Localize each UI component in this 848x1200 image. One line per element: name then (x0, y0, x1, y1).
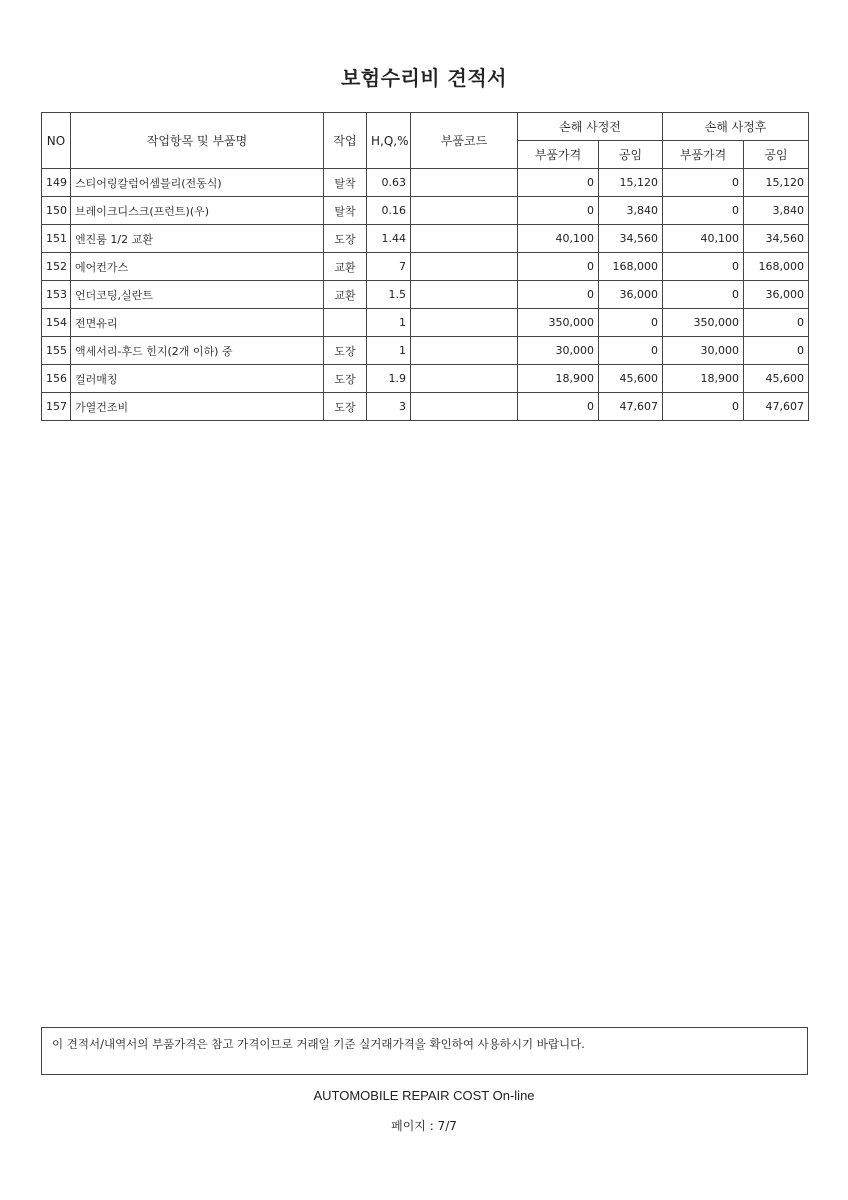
cell-after-parts-price: 18,900 (663, 365, 744, 393)
cell-after-parts-price: 0 (663, 197, 744, 225)
header-no: NO (42, 113, 71, 169)
cell-before-parts-price: 0 (518, 169, 599, 197)
cell-before-labor: 0 (599, 309, 663, 337)
cell-part-code (411, 225, 518, 253)
cell-hq: 1.9 (367, 365, 411, 393)
cell-part-code (411, 337, 518, 365)
notice-box (41, 1027, 808, 1075)
cell-before-labor: 47,607 (599, 393, 663, 421)
estimate-table (41, 112, 809, 421)
header-after-adjustment: 손해 사정후 (663, 113, 809, 141)
cell-after-labor: 0 (744, 309, 809, 337)
cell-work: 교환 (324, 281, 367, 309)
table-row (42, 309, 809, 337)
cell-work: 도장 (324, 225, 367, 253)
header-part-code: 부품코드 (411, 113, 518, 169)
cell-part-code (411, 309, 518, 337)
row-number: 151 (46, 232, 67, 245)
row-number: 157 (46, 400, 67, 413)
cell-no (42, 309, 71, 337)
header-before-parts-price: 부품가격 (518, 141, 599, 169)
cell-hq: 1 (367, 309, 411, 337)
header-item: 작업항목 및 부품명 (71, 113, 324, 169)
cell-after-parts-price: 350,000 (663, 309, 744, 337)
row-number: 154 (46, 316, 67, 329)
cell-hq: 0.16 (367, 197, 411, 225)
cell-part-code (411, 281, 518, 309)
header-before-labor: 공임 (599, 141, 663, 169)
cell-hq: 3 (367, 393, 411, 421)
cell-no (42, 197, 71, 225)
cell-item-name: 액세서리-후드 힌지(2개 이하) 중 (71, 337, 324, 365)
cell-before-parts-price: 30,000 (518, 337, 599, 365)
cell-after-labor: 15,120 (744, 169, 809, 197)
header-hq: H,Q,% (367, 113, 411, 169)
cell-part-code (411, 169, 518, 197)
cell-part-code (411, 253, 518, 281)
cell-no (42, 253, 71, 281)
cell-before-parts-price: 350,000 (518, 309, 599, 337)
cell-after-parts-price: 0 (663, 281, 744, 309)
row-number: 155 (46, 344, 67, 357)
cell-work: 교환 (324, 253, 367, 281)
cell-item-name: 컬러매칭 (71, 365, 324, 393)
cell-after-parts-price: 40,100 (663, 225, 744, 253)
cell-hq: 1.44 (367, 225, 411, 253)
cell-before-parts-price: 0 (518, 253, 599, 281)
cell-no (42, 337, 71, 365)
cell-before-parts-price: 0 (518, 281, 599, 309)
table-row (42, 365, 809, 393)
row-number: 152 (46, 260, 67, 273)
cell-after-parts-price: 0 (663, 253, 744, 281)
table-row (42, 197, 809, 225)
cell-before-labor: 45,600 (599, 365, 663, 393)
table-row (42, 393, 809, 421)
cell-work (324, 309, 367, 337)
footer-brand: AUTOMOBILE REPAIR COST On-line (313, 1088, 535, 1103)
cell-before-parts-price: 18,900 (518, 365, 599, 393)
cell-work: 탈착 (324, 197, 367, 225)
cell-after-labor: 47,607 (744, 393, 809, 421)
cell-no (42, 365, 71, 393)
cell-work: 도장 (324, 337, 367, 365)
header-after-parts-price: 부품가격 (663, 141, 744, 169)
header-after-labor: 공임 (744, 141, 809, 169)
table-row (42, 169, 809, 197)
cell-no (42, 393, 71, 421)
table-row (42, 225, 809, 253)
cell-no (42, 169, 71, 197)
cell-after-labor: 0 (744, 337, 809, 365)
cell-after-parts-price: 0 (663, 169, 744, 197)
cell-after-labor: 3,840 (744, 197, 809, 225)
header-before-adjustment: 손해 사정전 (518, 113, 663, 141)
cell-before-labor: 15,120 (599, 169, 663, 197)
cell-item-name: 가열건조비 (71, 393, 324, 421)
table-row (42, 253, 809, 281)
table-row (42, 281, 809, 309)
cell-hq: 7 (367, 253, 411, 281)
cell-item-name: 브레이크디스크(프런트)(우) (71, 197, 324, 225)
cell-hq: 1 (367, 337, 411, 365)
cell-hq: 1.5 (367, 281, 411, 309)
cell-work: 도장 (324, 365, 367, 393)
cell-after-parts-price: 0 (663, 393, 744, 421)
cell-item-name: 스티어링칼럼어셈블리(전동식) (71, 169, 324, 197)
row-number: 156 (46, 372, 67, 385)
cell-no (42, 225, 71, 253)
footer-page-number: 페이지 : 7/7 (391, 1119, 457, 1133)
notice-text: 이 견적서/내역서의 부품가격은 참고 가격이므로 거래일 기준 실거래가격을 확인하여 사용하시기 바랍니다. (52, 1037, 585, 1051)
cell-no (42, 281, 71, 309)
header-work: 작업 (324, 113, 367, 169)
cell-work: 탈착 (324, 169, 367, 197)
cell-part-code (411, 365, 518, 393)
cell-before-labor: 36,000 (599, 281, 663, 309)
cell-hq: 0.63 (367, 169, 411, 197)
cell-item-name: 엔진룸 1/2 교환 (71, 225, 324, 253)
cell-work: 도장 (324, 393, 367, 421)
table-row (42, 337, 809, 365)
cell-after-labor: 36,000 (744, 281, 809, 309)
cell-part-code (411, 393, 518, 421)
cell-before-labor: 168,000 (599, 253, 663, 281)
cell-after-labor: 45,600 (744, 365, 809, 393)
row-number: 153 (46, 288, 67, 301)
cell-before-labor: 34,560 (599, 225, 663, 253)
cell-item-name: 언더코팅,실란트 (71, 281, 324, 309)
cell-before-parts-price: 0 (518, 197, 599, 225)
cell-before-parts-price: 40,100 (518, 225, 599, 253)
cell-item-name: 전면유리 (71, 309, 324, 337)
cell-after-labor: 168,000 (744, 253, 809, 281)
cell-before-labor: 3,840 (599, 197, 663, 225)
cell-item-name: 에어컨가스 (71, 253, 324, 281)
document-title: 보험수리비 견적서 (340, 66, 508, 90)
cell-before-parts-price: 0 (518, 393, 599, 421)
cell-after-parts-price: 30,000 (663, 337, 744, 365)
row-number: 150 (46, 204, 67, 217)
cell-after-labor: 34,560 (744, 225, 809, 253)
row-number: 149 (46, 176, 67, 189)
cell-part-code (411, 197, 518, 225)
cell-before-labor: 0 (599, 337, 663, 365)
